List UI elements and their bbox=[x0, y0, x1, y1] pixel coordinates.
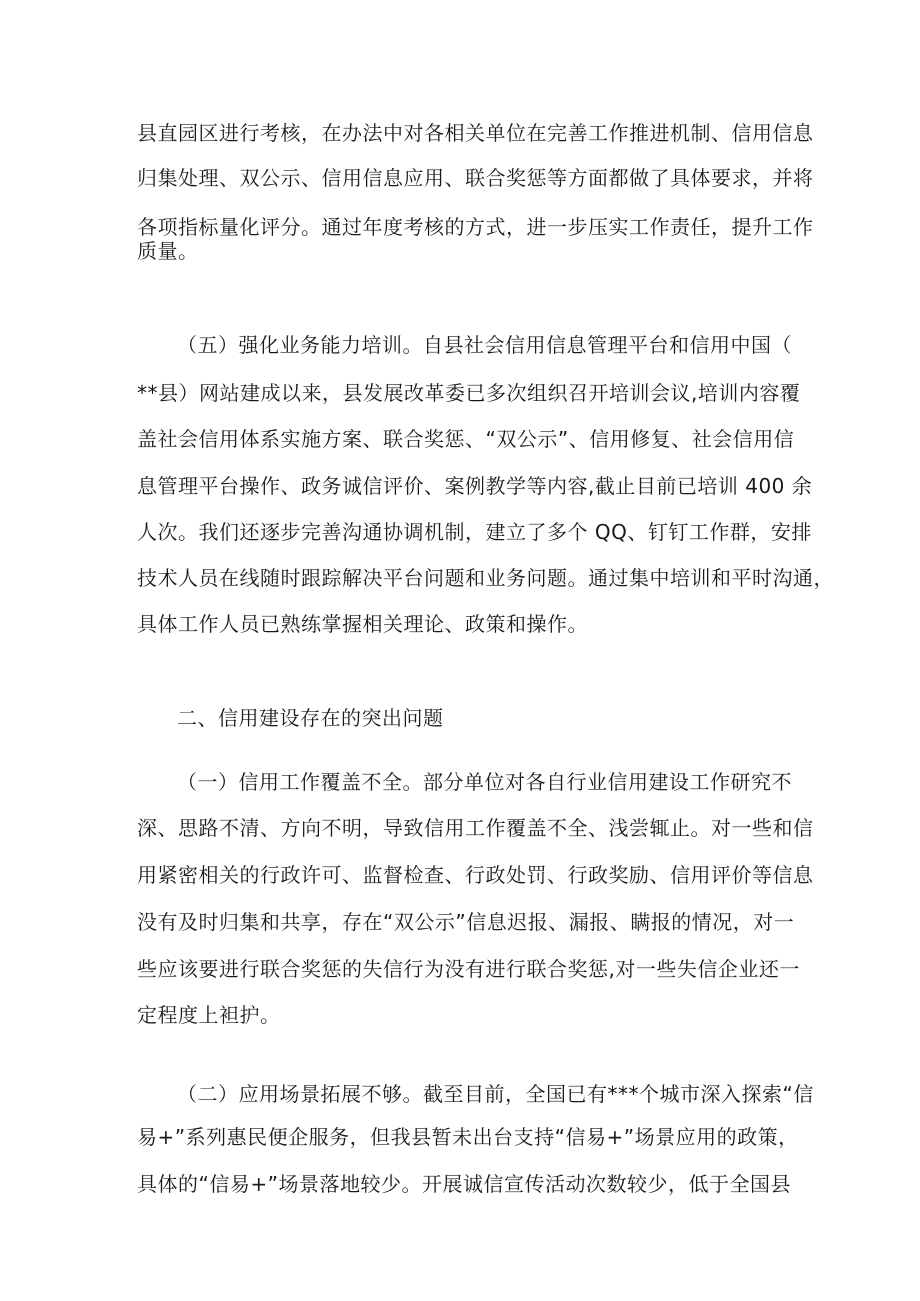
paragraph-1-line-2: 归集处理、双公示、信用信息应用、联合奖惩等方面都做了具体要求，并将 bbox=[137, 166, 814, 190]
paragraph-1-line-1: 县直园区进行考核，在办法中对各相关单位在完善工作推进机制、信用信息 bbox=[137, 121, 814, 145]
paragraph-2-line-3: 盖社会信用体系实施方案、联合奖惩、“双公示”、信用修复、社会信用信 bbox=[137, 427, 795, 451]
paragraph-1-line-4: 质量。 bbox=[137, 239, 199, 263]
paragraph-3-line-3: 用紧密相关的行政许可、监督检查、行政处罚、行政奖励、信用评价等信息 bbox=[137, 863, 814, 887]
section-heading-2: 二、信用建设存在的突出问题 bbox=[177, 706, 444, 730]
paragraph-4-line-3: 具体的“信易+”场景落地较少。开展诚信宣传活动次数较少，低于全国县 bbox=[137, 1172, 791, 1196]
paragraph-4-line-2: 易+”系列惠民便企服务，但我县暂未出台支持“信易+”场景应用的政策， bbox=[137, 1125, 799, 1149]
paragraph-3-line-6: 定程度上袒护。 bbox=[137, 1003, 281, 1027]
paragraph-2-line-6: 技术人员在线随时跟踪解决平台问题和业务问题。通过集中培训和平时沟通， bbox=[137, 566, 834, 590]
paragraph-1-line-3: 各项指标量化评分。通过年度考核的方式，进一步压实工作责任，提升工作 bbox=[137, 215, 814, 239]
paragraph-2-line-7: 具体工作人员已熟练掌握相关理论、政策和操作。 bbox=[137, 612, 588, 636]
paragraph-4-line-1: （二）应用场景拓展不够。截至目前，全国已有***个城市深入探索“信 bbox=[177, 1082, 814, 1106]
paragraph-3-line-4: 没有及时归集和共享，存在“双公示”信息迟报、漏报、瞒报的情况，对一 bbox=[137, 910, 795, 934]
paragraph-3-line-5: 些应该要进行联合奖惩的失信行为没有进行联合奖惩,对一些失信企业还一 bbox=[137, 957, 800, 981]
paragraph-2-line-2: **县）网站建成以来，县发展改革委已多次组织召开培训会议,培训内容覆 bbox=[137, 381, 801, 405]
paragraph-3-line-1: （一）信用工作覆盖不全。部分单位对各自行业信用建设工作研究不 bbox=[177, 770, 792, 794]
paragraph-2-line-4: 息管理平台操作、政务诚信评价、案例教学等内容,截止目前已培训 400 余 bbox=[137, 474, 813, 498]
paragraph-2-line-1: （五）强化业务能力培训。自县社会信用信息管理平台和信用中国（ bbox=[177, 333, 792, 357]
paragraph-2-line-5: 人次。我们还逐步完善沟通协调机制，建立了多个 QQ、钉钉工作群，安排 bbox=[137, 520, 812, 544]
paragraph-3-line-2: 深、思路不清、方向不明，导致信用工作覆盖不全、浅尝辄止。对一些和信 bbox=[137, 816, 814, 840]
